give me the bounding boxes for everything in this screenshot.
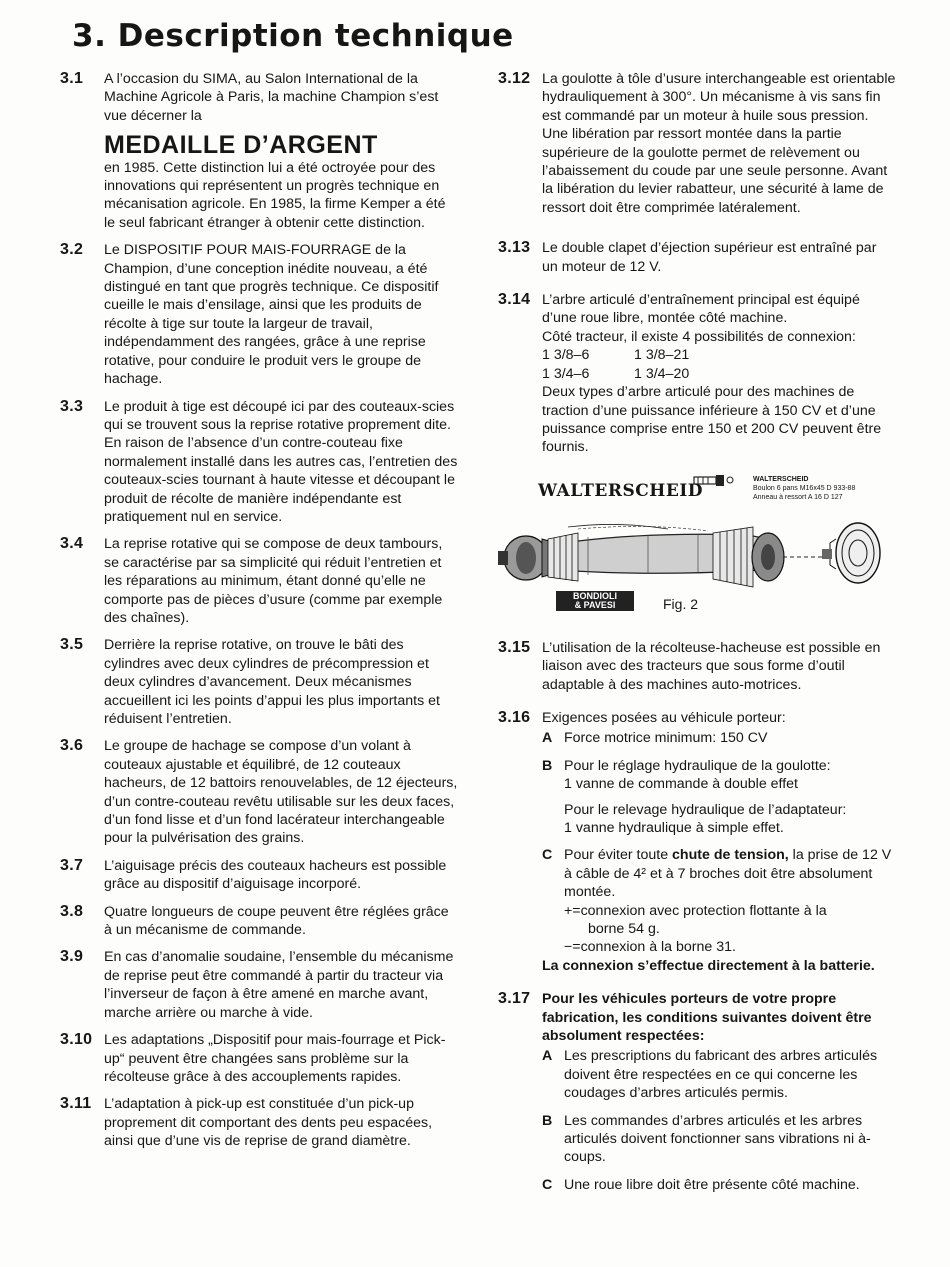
requirement-letter: B: [542, 757, 553, 774]
connection-option: 1 3/8–6: [542, 347, 590, 364]
condition-letter: A: [542, 1048, 553, 1065]
section-number: 3.14: [498, 291, 531, 309]
section-number: 3.12: [498, 70, 531, 87]
section-3-11: [60, 1095, 460, 1150]
requirement-b: [542, 757, 896, 838]
polarity-plus-cont: borne 54 g.: [588, 921, 660, 937]
requirement-letter: C: [542, 847, 553, 864]
section-number: 3.10: [60, 1031, 93, 1049]
section-intro: Pour les véhicules porteurs de votre propre fabrication, les conditions suivantes doivent être absolument respectées:: [542, 991, 872, 1045]
section-3-8: [60, 903, 460, 940]
connection-option: 1 3/4–20: [634, 365, 690, 382]
section-text: Une libération par ressort montée dans la partie supérieure de la goulotte permet de relèvement ou l’abaissement du coude par une seule personne. Avant la libération du levier rabatteur, une sécurité à lame de ressort doit être comprimée latéralement.: [542, 126, 888, 216]
figure-legend: [753, 475, 855, 502]
section-3-4: [60, 535, 460, 627]
polarity-plus: +=connexion avec protection flottante à la: [564, 902, 827, 919]
section-text: Les adaptations „Dispositif pour mais-fourrage et Pick-up“ peuvent être changées sans problème sur la récolteuse grâce à des accouplements rapides.: [104, 1032, 446, 1085]
legend-line: Anneau à ressort A 16 D 127: [753, 493, 843, 501]
section-text: La goulotte à tôle d’usure interchangeable est orientable hydrauliquement à 300°. Un mécanisme à vis sans fin est commandé par un moteur à huile sous pression.: [542, 71, 896, 124]
requirement-text: Pour éviter toute: [564, 847, 673, 864]
left-joint: [498, 536, 556, 580]
right-column: [498, 70, 896, 1203]
section-number: 3.17: [498, 990, 531, 1008]
section-3-7: [60, 857, 460, 894]
figure-caption: Fig. 2: [663, 595, 699, 612]
section-text: Le DISPOSITIF POUR MAIS-FOURRAGE de la Champion, d’une conception inédite nouveau, a été distingué en tant que progrès technique. Ce dispositif cueille le mais d’ensilage, ainsi que les produits de récolte à tige sur toute la largeur de travail, indépendamment des rangées, grâce à une reprise rotative, pour conduire le produit vers le groupe de hachage.: [104, 242, 439, 388]
requirement-c: [542, 846, 896, 901]
connection-note: La connexion s’effectue directement à la batterie.: [542, 957, 875, 974]
condition-a: [542, 1047, 896, 1102]
section-text: A l’occasion du SIMA, au Salon International de la Machine Agricole à Paris, la machine Champion s’est vue décerner la: [104, 71, 439, 124]
section-3-1: [60, 70, 460, 232]
condition-letter: C: [542, 1176, 553, 1193]
section-3-17: [498, 990, 896, 1194]
connection-option: 1 3/8–21: [634, 347, 690, 364]
section-3-2: [60, 241, 460, 388]
logo-line: & PAVESI: [574, 599, 616, 610]
figure-2: [498, 469, 896, 612]
section-text: en 1985. Cette distinction lui a été octroyée pour des innovations qui représentent un progrès technique en mécanisation agricole. En 1985, la firme Kemper a été le seul fabricant étranger à obtenir cette distinction.: [104, 159, 446, 231]
section-text: La reprise rotative qui se compose de deux tambours, se caractérise par sa simplicité qui réduit l’entretien et les réparations au minimum, étant donné qu’elle ne comporte pas de pièces d’usure (comme par exemple des chaînes).: [104, 536, 443, 626]
connection-row: [542, 346, 896, 364]
requirement-a: [542, 729, 896, 747]
section-text: L’arbre articulé d’entraînement principal est équipé d’une roue libre, montée côté machine.: [542, 292, 860, 327]
requirement-text: Pour le relevage hydraulique de l’adaptateur:: [564, 801, 847, 818]
condition-text: Les commandes d’arbres articulés et les arbres articulés doivent fonctionner sans vibrations ni à-coups.: [564, 1112, 871, 1166]
section-text: Le produit à tige est découpé ici par des couteaux-scies qui se trouvent sous la reprise rotative proprement dite. En raison de l’absence d’un contre-couteau fixe normalement installé dans les autres cas, l’entretien des couteaux-scies tournant à haute vitesse et découpant le produit de récolte de manière indépendante est pratiquement nul en service.: [104, 398, 458, 525]
condition-c: [542, 1176, 896, 1194]
section-text: L’adaptation à pick-up est constituée d’un pick-up proprement dit comportant des dents peu espacées, ainsi que d’une vis de reprise de grand diamètre.: [104, 1096, 433, 1150]
section-text: Le groupe de hachage se compose d’un volant à couteaux ajustable et équilibré, de 12 couteaux hacheurs, de 12 battoirs renouvelables, de 12 éjecteurs, d’un contre-couteau revêtu utilisable sur les deux faces, d’un fond lisse et d’un fond lacérateur interchangeable pour la pulvérisation des grains.: [104, 738, 458, 847]
page-title: 3. Description technique: [72, 18, 514, 54]
right-joint: [752, 533, 784, 581]
condition-text: Une roue libre doit être présente côté machine.: [564, 1176, 860, 1193]
section-number: 3.13: [498, 239, 531, 257]
section-text: Quatre longueurs de coupe peuvent être réglées grâce à un mécanisme de commande.: [104, 903, 449, 939]
section-number: 3.7: [60, 856, 84, 874]
connection-option: 1 3/4–6: [542, 365, 590, 382]
legend-heading: WALTERSCHEID: [753, 475, 809, 483]
section-number: 3.16: [498, 708, 531, 726]
section-number: 3.9: [60, 948, 84, 966]
section-number: 3.5: [60, 636, 84, 654]
section-3-12: [498, 70, 896, 217]
section-text: Deux types d’arbre articulé pour des machines de traction d’une puissance inférieure à 150 CV et d’une puissance comprise entre 150 et 200 CV peuvent être fournis.: [542, 384, 882, 456]
left-column: [60, 70, 460, 1160]
connection-row: [542, 365, 896, 383]
section-number: 3.6: [60, 737, 84, 755]
section-3-15: [498, 639, 896, 694]
legend-line: Boulon 6 pans M16x45 D 933-88: [753, 484, 856, 492]
section-text: Le double clapet d’éjection supérieur est entraîné par un moteur de 12 V.: [542, 240, 877, 275]
requirement-emphasis: chute de tension,: [672, 847, 789, 864]
logo-line: BONDIOLI: [573, 590, 617, 601]
requirement-text: la prise de 12 V à câble de 4² et à 7 broches doit être absolument montée.: [564, 847, 892, 901]
requirement-text: Pour le réglage hydraulique de la goulotte:: [564, 757, 831, 774]
section-3-3: [60, 398, 460, 527]
section-text: L’utilisation de la récolteuse-hacheuse est possible en liaison avec des tracteurs que sous forme d’outil adaptable à des machines auto-motrices.: [542, 639, 881, 693]
section-3-6: [60, 737, 460, 847]
section-number: 3.3: [60, 397, 84, 415]
section-3-13: [498, 239, 896, 276]
walterscheid-logo: WALTERSCHEID: [538, 480, 704, 501]
section-text: Exigences posées au véhicule porteur:: [542, 709, 786, 726]
condition-b: [542, 1112, 896, 1167]
section-3-14: [498, 291, 896, 457]
section-number: 3.8: [60, 902, 84, 920]
section-number: 3.15: [498, 638, 531, 656]
left-cone: [548, 533, 578, 581]
requirement-letter: A: [542, 730, 553, 747]
bondioli-pavesi-logo: [556, 591, 634, 611]
condition-text: Les prescriptions du fabricant des arbres articulés doivent être respectées en ce qui concerne les coudages d’arbres articulés permis.: [564, 1048, 878, 1102]
section-3-16: [498, 709, 896, 975]
requirement-text: 1 vanne de commande à double effet: [564, 776, 799, 793]
polarity-notes: [542, 902, 896, 957]
condition-letter: B: [542, 1112, 553, 1129]
section-text: L’aiguisage précis des couteaux hacheurs est possible grâce au dispositif d’aiguisage incorporé.: [104, 857, 447, 893]
freewheel-disc: [822, 523, 880, 583]
section-number: 3.1: [60, 70, 84, 87]
section-3-5: [60, 636, 460, 728]
section-number: 3.11: [60, 1095, 92, 1113]
section-text: Derrière la reprise rotative, on trouve le bâti des cylindres avec deux cylindres de précompression et deux cylindres d’avancement. Deux mécanismes accueillent ici les points d’appui les plus importants et réduisent l’entretien.: [104, 637, 440, 727]
section-3-9: [60, 948, 460, 1022]
polarity-minus: −=connexion à la borne 31.: [564, 939, 736, 956]
section-number: 3.2: [60, 241, 84, 259]
requirement-text: Force motrice minimum: 150 CV: [564, 730, 768, 747]
section-number: 3.4: [60, 535, 84, 553]
requirement-text: 1 vanne hydraulique à simple effet.: [564, 819, 784, 836]
section-3-10: [60, 1031, 460, 1086]
award-heading: MEDAILLE D’ARGENT: [104, 131, 378, 160]
section-text: Côté tracteur, il existe 4 possibilités de connexion:: [542, 328, 856, 345]
section-text: En cas d’anomalie soudaine, l’ensemble du mécanisme de reprise peut être commandé à partir du tracteur via l’inverseur de façon à être amené en marche avant, marche arrière ou marche à vide.: [104, 949, 454, 1021]
right-cone: [713, 527, 753, 587]
